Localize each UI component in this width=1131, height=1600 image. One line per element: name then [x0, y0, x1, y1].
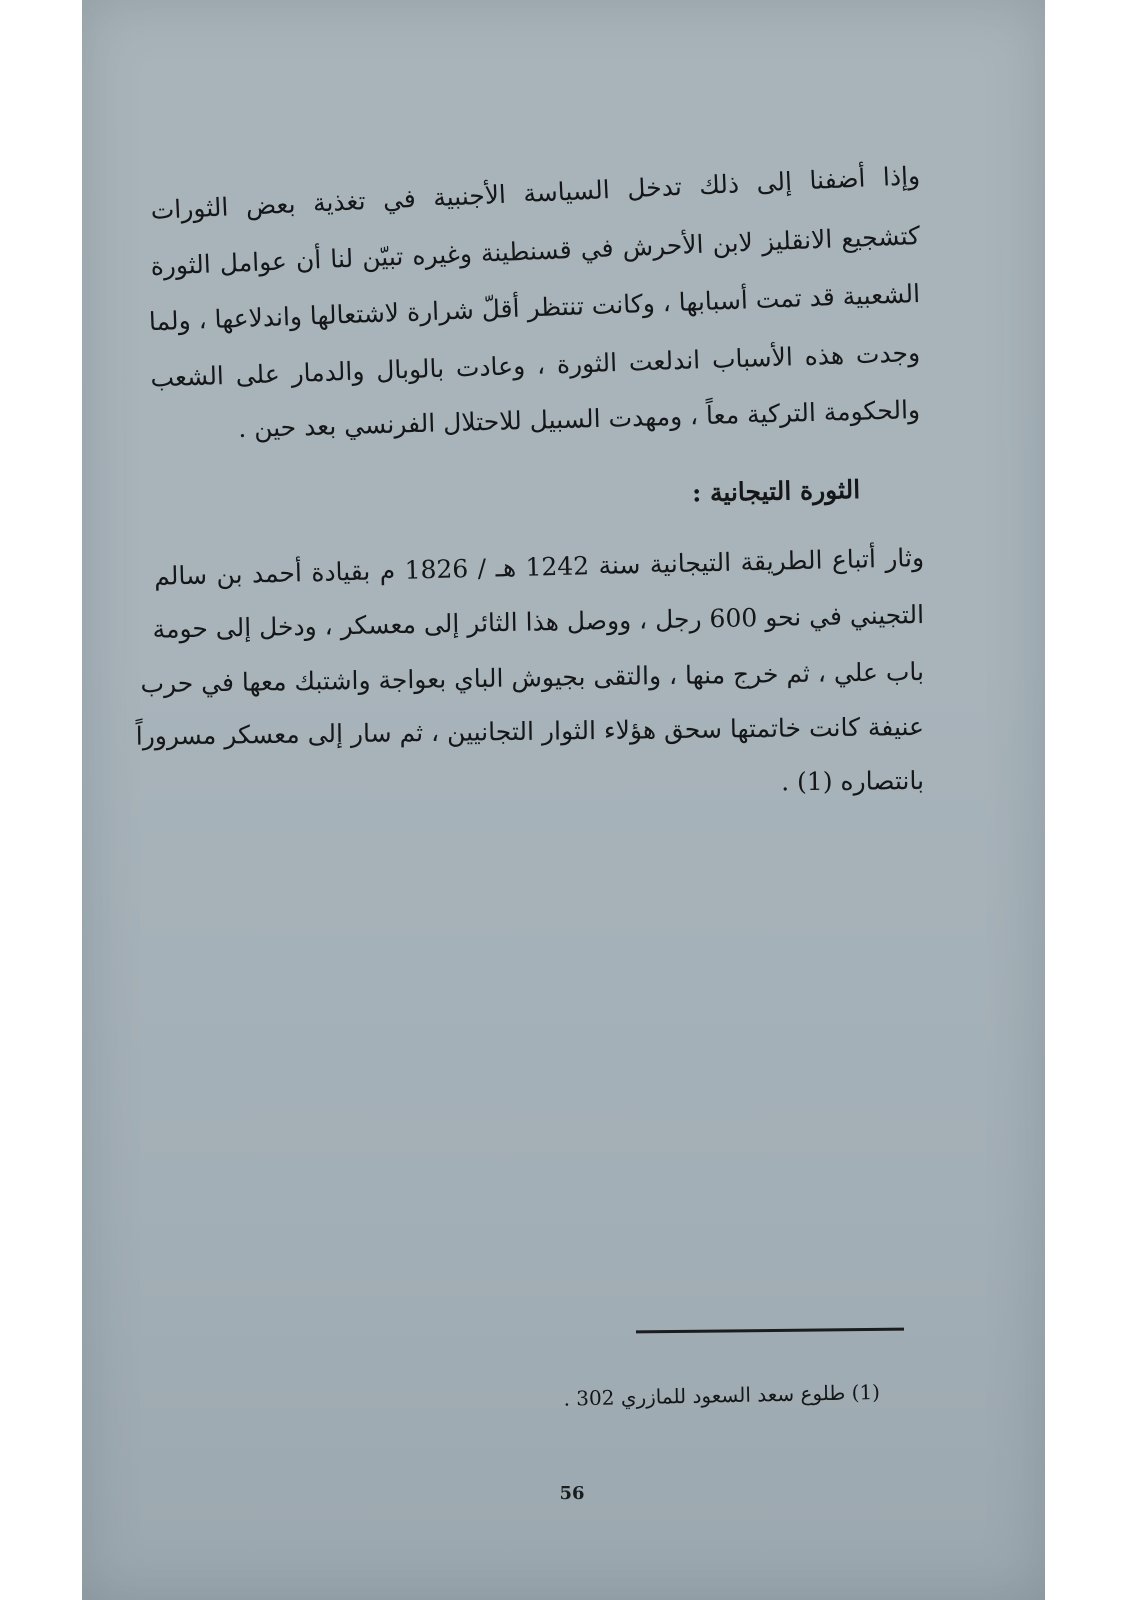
paragraph-2-line-3: باب علي ، ثم خرج منها ، والتقى بجيوش الباي بعواجة واشتبك معها في حرب — [140, 657, 925, 699]
paragraph-1-line-5: والحكومة التركية معاً ، ومهدت السبيل للاحتلال الفرنسي بعد حين . — [237, 395, 921, 444]
footnote: (1) طلوع سعد السعود للمازري 302 . — [563, 1379, 881, 1411]
paragraph-1-line-2: كتشجيع الانقليز لابن الأحرش في قسنطينة وغيره تبيّن لنا أن عوامل الثورة — [150, 221, 921, 281]
paragraph-1-line-3: الشعبية قد تمت أسبابها ، وكانت تنتظر أقلّ شرارة لاشتعالها واندلاعها ، ولما — [148, 279, 921, 337]
paragraph-1-line-1: وإذا أضفنا إلى ذلك تدخل السياسة الأجنبية في تغذية بعض الثورات — [150, 161, 921, 225]
paragraph-2-line-1: وثار أتباع الطريقة التيجانية سنة 1242 هـ / 1826 م بقيادة أحمد بن سالم — [153, 543, 925, 591]
paragraph-2-line-2: التجيني في نحو 600 رجل ، ووصل هذا الثائر إلى معسكر ، ودخل إلى حومة — [152, 600, 925, 644]
paragraph-2-line-4: عنيفة كانت خاتمتها سحق هؤلاء الثوار التجانيين ، ثم سار إلى معسكر مسروراً — [135, 712, 925, 751]
page-number: 56 — [559, 1483, 585, 1504]
paragraph-2-line-5: بانتصاره (1) . — [781, 766, 925, 797]
footnote-separator — [636, 1328, 904, 1334]
scanned-page — [82, 0, 1045, 1600]
section-heading: الثورة التيجانية : — [691, 475, 861, 508]
paragraph-1-line-4: وجدت هذه الأسباب اندلعت الثورة ، وعادت بالوبال والدمار على الشعب — [149, 338, 921, 393]
